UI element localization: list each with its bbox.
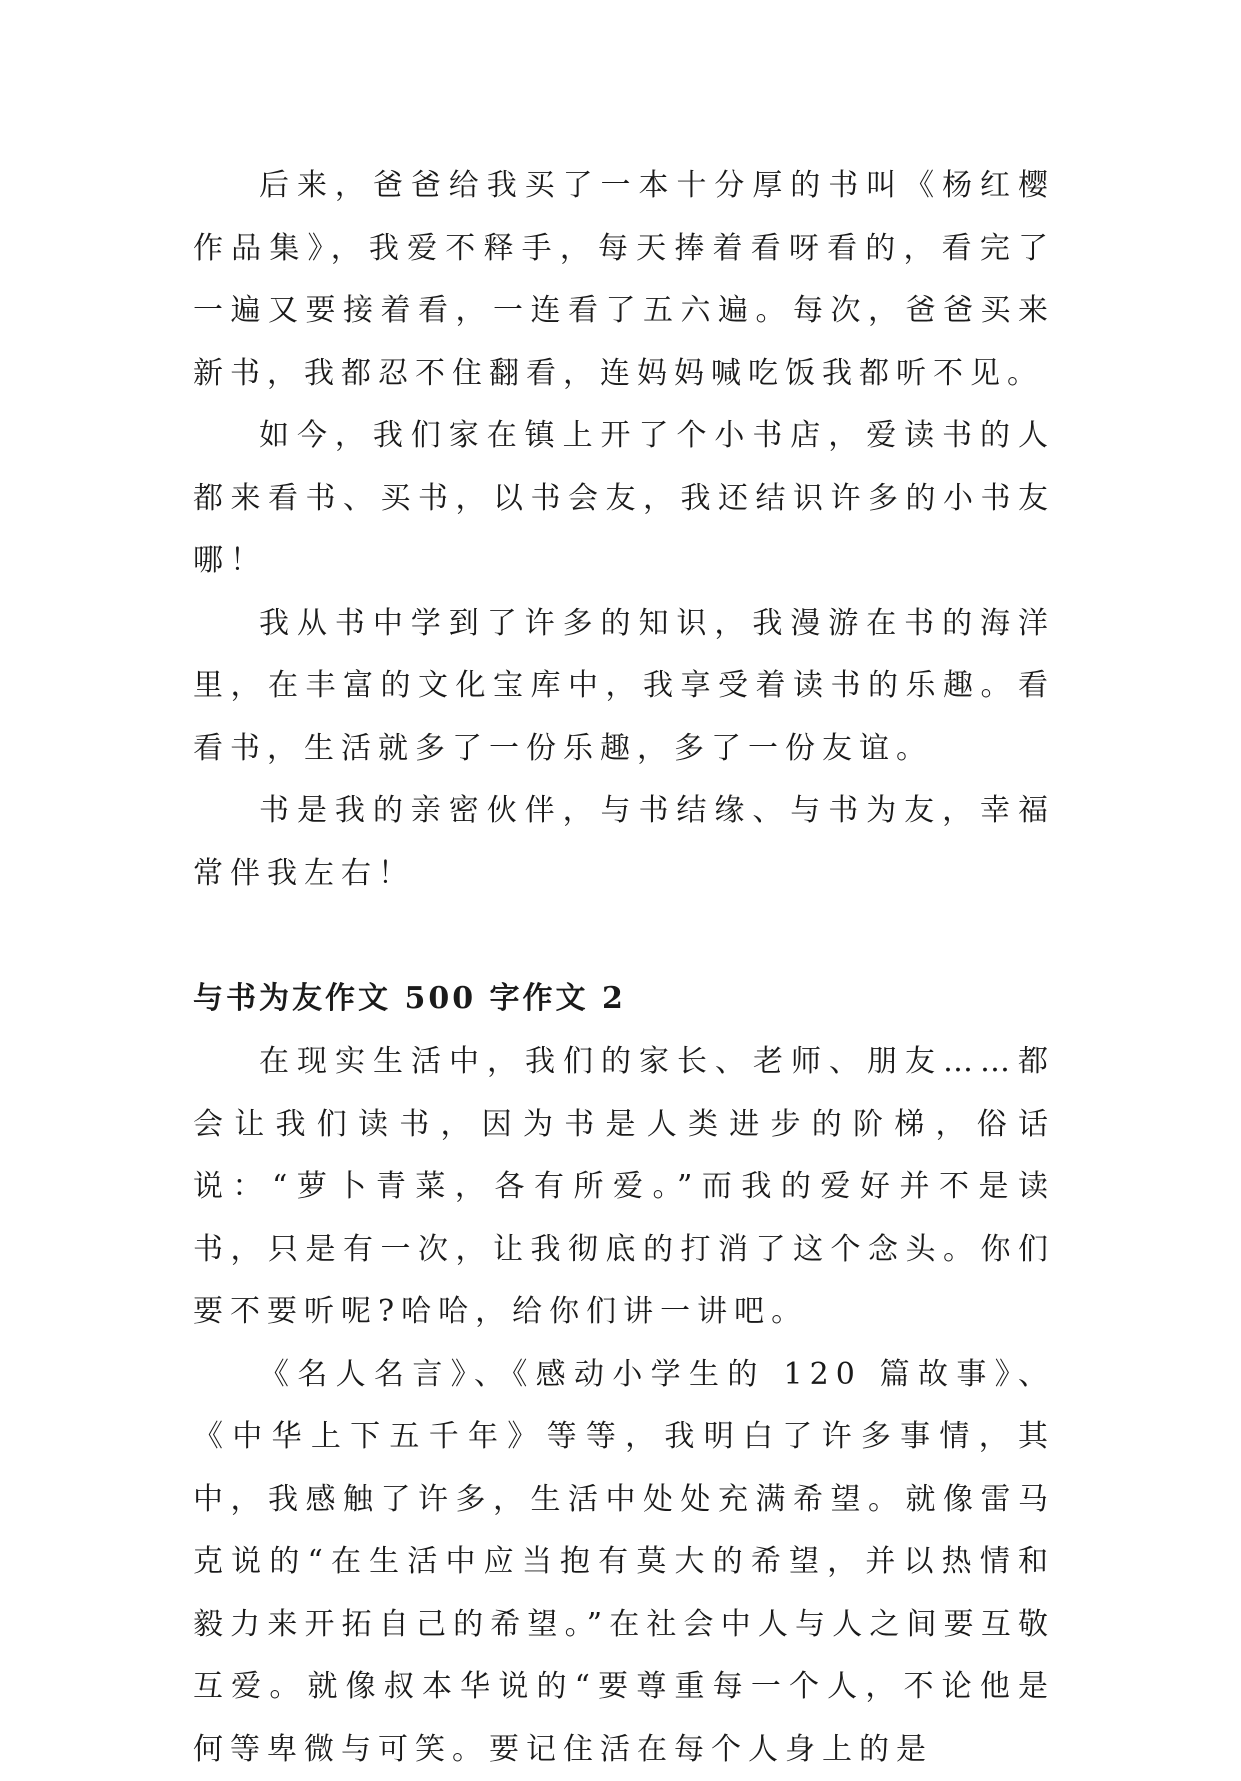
paragraph-1: 后来，爸爸给我买了一本十分厚的书叫《杨红樱作品集》，我爱不释手，每天捧着看呀看的，看完了一遍又要接着看，一连看了五六遍。每次，爸爸买来新书，我都忍不住翻看，连妈妈喊吃饭我都听不见。: [193, 155, 1055, 405]
document-body: [193, 155, 1055, 1781]
paragraph-5: 在现实生活中，我们的家长、老师、朋友……都会让我们读书，因为书是人类进步的阶梯，俗话说：“萝卜青菜，各有所爱。”而我的爱好并不是读书，只是有一次，让我彻底的打消了这个念头。你们要不要听呢?哈哈，给你们讲一讲吧。: [193, 1031, 1055, 1344]
paragraph-2: 如今，我们家在镇上开了个小书店，爱读书的人都来看书、买书，以书会友，我还结识许多的小书友哪！: [193, 405, 1055, 593]
section-heading: 与书为友作文 500 字作文 2: [193, 967, 1055, 1031]
paragraph-4: 书是我的亲密伙伴，与书结缘、与书为友，幸福常伴我左右！: [193, 780, 1055, 905]
paragraph-3: 我从书中学到了许多的知识，我漫游在书的海洋里，在丰富的文化宝库中，我享受着读书的乐趣。看看书，生活就多了一份乐趣，多了一份友谊。: [193, 593, 1055, 781]
paragraph-6: 《名人名言》、《感动小学生的 120 篇故事》、《中华上下五千年》等等，我明白了许多事情，其中，我感触了许多，生活中处处充满希望。就像雷马克说的“在生活中应当抱有莫大的希望，并以热情和毅力来开拓自己的希望。”在社会中人与人之间要互敬互爱。就像叔本华说的“要尊重每一个人，不论他是何等卑微与可笑。要记住活在每个人身上的是: [193, 1344, 1055, 1781]
